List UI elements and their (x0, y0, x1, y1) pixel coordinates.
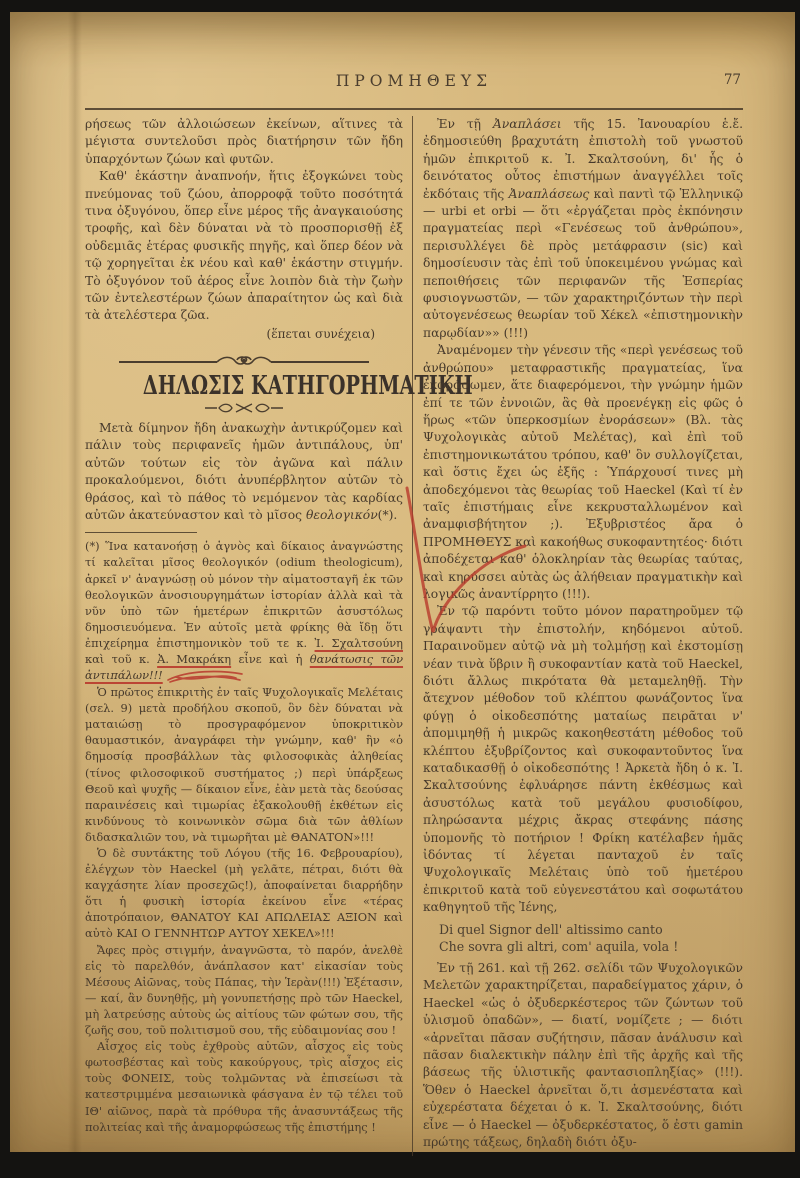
text-run: Μετὰ δίμηνον ἤδη ἀνακωχὴν ἀντικρύζομεν καὶ πάλιν τοὺς περιφανεῖς ἡμῶν ἀντιπάλους, ὑπ' αὐτῶν τούτων εἰς τὸν ἀγῶνα καὶ πάλιν προκαλούμενοι, διότι ἀνυπέρβλητον αὐτῶν τὸ θράσος, καὶ τὸ πάθος τὸ νεμόμενον τὰς καρδίας αὐτῶν ἀκατεύναστον καὶ τὸ μῖσος (85, 420, 403, 522)
page-header (85, 72, 743, 102)
columns (85, 116, 743, 1156)
red-underlined-name: Ἰ. Σχαλτσούνη (314, 635, 403, 650)
red-underlined-italic: θανάτωσις τῶν ἀντιπάλων!!! (85, 651, 404, 683)
footnote (85, 538, 403, 1134)
article-headline-text: ΔΗΛΩΣΙΣ ΚΑΤΗΓΟΡΗΜΑΤΙΚΗ (142, 370, 473, 401)
paragraph: Ἐν τῷ παρόντι τοῦτο μόνον παρατηροῦμεν τῷ γράψαντι τὴν ἐπιστολήν, κηδόμενοι αὐτοῦ. Παραινοῦμεν αὐτῷ νὰ μὴ τολμήσῃ καὶ ἐκστομίσῃ νέαν τινὰ ὕβριν ἢ συκοφαντίαν κατὰ τοῦ Haeckel, διότι ἄλλως πικρότατα θὰ μεταμεληθῇ. Τὴν ἄτεχνον μέθοδον τοῦ κλέπτου φωνάζοντος ἵνα φύγῃ ὁ οἰκοδεσπότης ματαίως πειρᾶται ν' ἀπομιμηθῇ ἡ μικρῶς κακοηθεστάτη μέθοδος τοῦ κλέπτου ἐξυβρίζοντος καὶ συκοφαντοῦντος ἵνα καταδικασθῇ ὁ οἰκοδεσπότης ! Ἀρκετὰ ἤδη ὁ κ. Ἰ. Σκαλτσούνης ἐφλυάρησε πάντη ἐκθέσμως καὶ ἀσυστόλως κατὰ τοῦ μεγάλου φυσιοδίφου, πληρώσαντα μέχρις ἄκρας στεφάνης πάσης ὑπομονῆς τὸ ποτήριον ! Φρίκη κατέλαβεν ἡμᾶς ἰδόντας τί λέγεται πανταχοῦ ἐν ταῖς Ψυχολογικαῖς Μελέταις ὑπὸ τοῦ ἡμετέρου ἐπικριτοῦ κατὰ τοῦ εὐγενεστάτου καὶ σοφωτάτου καθηγητοῦ τῆς Ἰένης, (423, 604, 743, 915)
headline-ornament (205, 402, 283, 414)
text-run: τῆς 15. Ἰανουαρίου ἑ.ἔ. ἐδημοσιεύθη βραχυτάτη ἐπιστολὴ τοῦ γνωστοῦ ἡμῶν ἐπικριτοῦ κ. Ἰ. Σκαλτσούνη, δι' ἧς ὁ δεινότατος οὗτος ἐπιστήμων ἀναγγέλλει τοῖς ἐκδόταις τῆς (423, 117, 744, 201)
footnote-paragraph (85, 538, 403, 684)
newspaper-page (10, 12, 795, 1152)
paragraph: Ἐν τῇ 261. καὶ τῇ 262. σελίδι τῶν Ψυχολογικῶν Μελετῶν χαρακτηρίζεται, παραδείγματος χάριν, ὁ Haeckel «ὡς ὁ ὀξυδερκέστερος τῶν ζώντων τοῦ ὑλισμοῦ ὀπαδῶν», — διατί, νομίζετε ; — διότι «ἀρνεῖται πᾶσαν συζήτησιν, πᾶσαν ἀνάλυσιν καὶ πᾶσαν διαλεκτικὴν πάλην ἐπὶ τῆς ἀρχῆς καὶ τῆς βάσεως τῆς ὑλιστικῆς φαντασιοπληξίας» (!!!). Ὅθεν ὁ Haeckel ἀρνεῖται ὅ,τι ἀσμενέστατα καὶ εὐχερέστατα δέχεται ὁ κ. Ἰ. Σκαλτσούνης, διότι εἶνε — ὁ Haeckel — ὀξυδερκέστατος, ὅ ἐστι gamin πρώτης τάξεως, δηλαδὴ διότι ὀξυ- (423, 960, 743, 1149)
text-run-italic: θεολογικόν (305, 507, 378, 522)
footnote-rule (85, 532, 197, 533)
text-run: (*) Ἵνα κατανοήσῃ ὁ ἁγνὸς καὶ δίκαιος ἀναγνώστης τί καλεῖται μῖσος θεολογικόν (odium theologicum), ἀρκεῖ ν' ἀναγνώσῃ οὐ μόνον τὴν αἱματοσταγῆ ἐκ τῶν θεολογικῶν ἀνοσιουργημάτων ἱστορίαν ἀλλὰ καὶ τὰ νῦν ὑπὸ τῶν ἡμετέρων ἐπικριτῶν ἀσυστόλως δημοσιευόμενα. Ἐν αὐτοῖς μετὰ φρίκης θὰ ἴδῃ ὅτι ἐπιχείρημα ἐπιστημονικὸν τοῦ τε κ. (85, 539, 403, 650)
masthead-title: ΠΡΟΜΗΘΕΥΣ (335, 72, 493, 90)
text-run: εἶνε καὶ ἡ (231, 651, 310, 666)
right-column (413, 116, 743, 1156)
section-divider-ornament (119, 353, 369, 369)
text-run: (*). (377, 507, 398, 522)
header-rule (85, 108, 743, 110)
verse-line: Che sovra gli altri, com' aquila, vola ! (439, 939, 679, 955)
text-run-italic: Ἀναπλάσεως (508, 186, 590, 201)
page-number: 77 (723, 72, 741, 88)
red-pen-scribble-mark (166, 668, 244, 684)
red-underlined-name: Ἀ. Μακράκη (157, 651, 232, 666)
gutter-shadow (68, 12, 82, 1152)
continuation-note: (ἕπεται συνέχεια) (266, 326, 375, 341)
paragraph (85, 420, 403, 524)
paragraph: Καθ' ἑκάστην ἀναπνοήν, ἥτις ἐξογκώνει τοὺς πνεύμονας τοῦ ζώου, ἀπορροφᾷ τοῦτο ποσότητά τινα ὀξυγόνου, ὅπερ εἶνε μέρος τῆς ἀναγκαιούσης τροφῆς, καὶ δὲν δύναται νὰ τὸ προσπορισθῇ ἐξ οὐδεμιᾶς ἑτέρας φυσικῆς πηγῆς, καὶ ὅπερ δέον νὰ τῷ χορηγεῖται ἐκ νέου καὶ καθ' ἑκάστην στιγμήν. Τὸ ὀξυγόνον τοῦ ἀέρος εἶνε λοιπὸν διὰ τὴν ζωὴν τῶν ἐντελεστέρων ζώων ἀπαραίτητον ὡς καὶ διὰ τὰ ἀτελέστερα ζῶα. (85, 169, 403, 323)
footnote-paragraph: Ἄφες πρὸς στιγμήν, ἀναγνῶστα, τὸ παρόν, ἀνελθὲ εἰς τὸ παρελθόν, ἀνάπλασον κατ' εἰκασίαν τοὺς Μέσους Αἰῶνας, τοὺς Πάπας, τὴν Ἱερὰν(!!!) Ἐξέτασιν, — καί, ἂν δυνηθῇς, μὴ γονυπετήσῃς πρὸ τῶν Haeckel, μὴ λατρεύσῃς αὐτοὺς ὡς αἰτίους τῶν φώτων σου, τῆς ζωῆς σου, τοῦ πολιτισμοῦ σου, τῆς εὐδαιμονίας σου ! (85, 942, 403, 1038)
paragraph: Ἀναμένομεν τὴν γένεσιν τῆς «περὶ γενέσεως τοῦ ἀνθρώπου» μεταφραστικῆς πραγματείας, ἵνα ἐκφράσωμεν, ἅτε διαφερόμενοι, τὴν γνώμην ἡμῶν ἐπί τε τῶν ἐννοιῶν, ἃς θὰ προενέγκῃ εἰς φῶς ὁ ἥρως «τῶν ὑπερκοσμίων ἐνοράσεων» (Βλ. τὰς Ψυχολογικὰς αὐτοῦ Μελέτας), καὶ ἐπὶ τοῦ ἐπιστημονικωτάτου τρόπου, καθ' ὃν συλλογίζεται, καὶ ὅστις ἔχει ὡς ἑξῆς : Ὑπάρχουσί τινες μὴ ἀποδεχόμενοι τὰς θεωρίας τοῦ Haeckel (Καὶ τί ἐν ταῖς ἐπιστήμαις εἶνε κεκρυσταλλωμένον καὶ ἀναμφισβήτητον ;). Ἐξυβριστέος ἄρα ὁ ΠΡΟΜΗΘΕΥΣ καὶ κακοήθως συκοφαντητέος· διότι ἀποδέχεται καθ' ὁλοκληρίαν τὰς θεωρίας ταύτας, καὶ κηρύσσει αὐτὰς ὡς ἀλήθειαν πραγματικὴν καὶ λογικῶς ἀναντίρρητο (!!!). (423, 343, 743, 601)
text-run: καὶ τοῦ κ. (85, 651, 158, 666)
footnote-paragraph: Αἶσχος εἰς τοὺς ἐχθροὺς αὐτῶν, αἶσχος εἰς τοὺς φωτοσβέστας καὶ τοὺς κακούργους, τρὶς αἶσχος εἰς τοὺς ΦΟΝΕΙΣ, τοὺς τολμῶντας νὰ ἐπισείωσι τὰ κατεστριμμένα μεσαιωνικὰ φάσγανα ἐν τῷ τέλει τοῦ ΙΘ' αἰῶνος, παρὰ τὰ πρόθυρα τῆς ἀνασυντάξεως τῆς πολιτείας καὶ τῆς ἀναμορφώσεως τῆς ἐπιστήμης ! (85, 1039, 403, 1134)
paragraph (423, 116, 743, 342)
verse-line: Di quel Signor dell' altissimo canto (439, 921, 663, 937)
italian-verse-quote (439, 921, 743, 956)
text-area (85, 72, 743, 1156)
text-run-italic: Ἀναπλάσει (492, 117, 562, 131)
text-run: καὶ παντὶ τῷ Ἑλληνικῷ — urbi et orbi — ὅτι «ἐργάζεται πρὸς ἐκπόνησιν πραγματείας περὶ «Γενέσεως τοῦ ἀνθρώπου», περισυλλέγει δὲ πρὸς μετάφρασιν (sic) καὶ δημοσίευσιν τὰς ἐπὶ τοῦ ὑποκειμένου γνώμας καὶ πεποιθήσεις τῶν περιφανῶν τῆς Ἑσπερίας φυσιογνωστῶν, — τῶν χαρακτηριζόντων τὴν περὶ αὐτογενέσεως θεωρίαν τοῦ Χέκελ «ἐπιστημονικὴν παρῳδίαν»» (!!!) (423, 186, 743, 340)
article-headline (85, 370, 473, 401)
footnote-paragraph: Ὁ πρῶτος ἐπικριτὴς ἐν ταῖς Ψυχολογικαῖς Μελέταις (σελ. 9) μετὰ προδήλου σκοποῦ, ὃν δὲν δύναται νὰ ματαιώσῃ τὸ προσγραφόμενον ὑποκριτικὸν θαυμαστικόν, ἀναγράφει τὴν γνώμην, καθ' ἣν «ὁ δημοσίᾳ προσβάλλων τὰς φιλοσοφικὰς ἀληθείας (τίνος φιλοσοφικοῦ συστήματος ;) περὶ ὑπάρξεως Θεοῦ καὶ ψυχῆς — δίκαιον εἶνε, ἐὰν μετὰ τὰς δεούσας παραινέσεις καὶ τιμωρίας ἐξακολουθῇ ἐκθέτων εἰς κινδύνους τὸ κοινωνικὸν σῶμα διὰ τῶν ἀθλίων διδασκαλιῶν του, νὰ τιμωρῆται μὲ ΘΑΝΑΤΟΝ»!!! (85, 685, 403, 844)
paragraph: ρήσεως τῶν ἀλλοιώσεων ἐκείνων, αἵτινες τὰ μέγιστα συντελοῦσι πρὸς διατήρησιν τῶν ἤδη ὑπαρχόντων ζώων καὶ φυτῶν. (85, 117, 403, 166)
footnote-paragraph: Ὁ δὲ συντάκτης τοῦ Λόγου (τῆς 16. Φεβρουαρίου), ἐλέγχων τὸν Haeckel (μὴ γελᾶτε, πέτραι, διότι θὰ καγχάσητε λίαν προσεχῶς!), ἀποφαίνεται διαρρήδην ὅτι ἡ φυσικὴ ἱστορία ἐκείνου εἶνε «τέρας ἀποτρόπαιον, ΘΑΝΑΤΟΥ ΚΑΙ ΑΠΩΛΕΙΑΣ ΑΞΙΟΝ καὶ αὐτὸ ΚΑΙ Ο ΓΕΝΝΗΤΩΡ ΑΥΤΟΥ ΧΕΚΕΛ»!!! (85, 846, 403, 941)
text-run: Ἐν τῇ (437, 117, 493, 131)
